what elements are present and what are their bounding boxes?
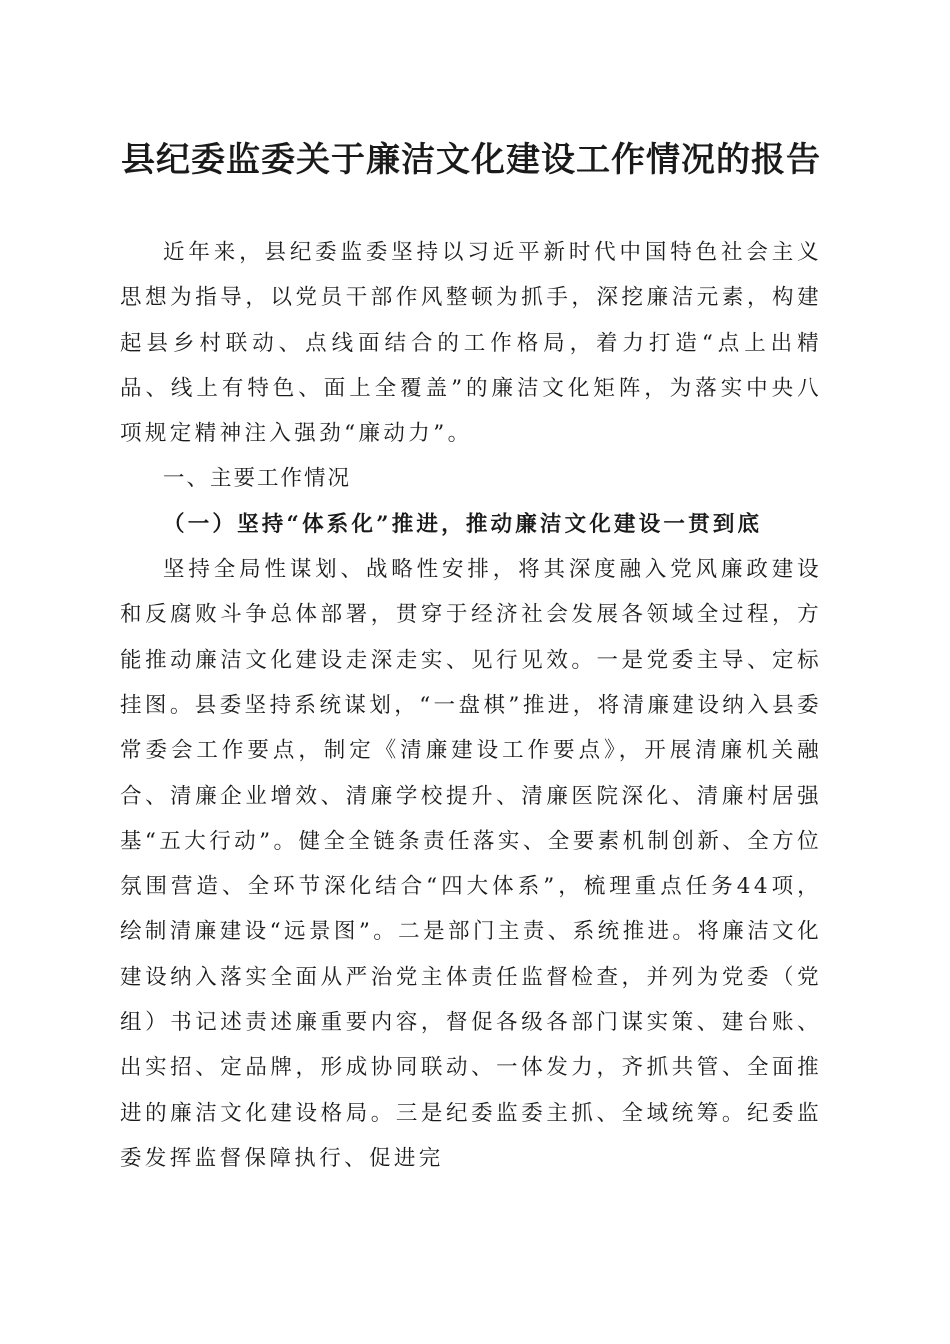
document-title: 县纪委监委关于廉洁文化建设工作情况的报告 [121, 140, 821, 180]
document-page [120, 130, 822, 1181]
section-heading-main-work: 一、主要工作情况 [163, 466, 352, 492]
subsection-body-paragraph: 坚持全局性谋划、战略性安排，将其深度融入党风廉政建设和反腐败斗争总体部署，贯穿于经济社会发展各领域全过程，方能推动廉洁文化建设走深走实、见行见效。一是党委主导、定标挂图。县委坚持系统谋划，“一盘棋”推进，将清廉建设纳入县委常委会工作要点，制定《清廉建设工作要点》，开展清廉机关融合、清廉企业增效、清廉学校提升、清廉医院深化、清廉村居强基“五大行动”。健全全链条责任落实、全要素机制创新、全方位氛围营造、全环节深化结合“四大体系”，梳理重点任务44项，绘制清廉建设“远景图”。二是部门主责、系统推进。将廉洁文化建设纳入落实全面从严治党主体责任监督检查，并列为党委（党组）书记述责述廉重要内容，督促各级各部门谋实策、建台账、出实招、定品牌，形成协同联动、一体发力，齐抓共管、全面推进的廉洁文化建设格局。三是纪委监委主抓、全域统筹。纪委监委发挥监督保障执行、促进完 [120, 557, 822, 1171]
intro-paragraph: 近年来，县纪委监委坚持以习近平新时代中国特色社会主义思想为指导，以党员干部作风整顿为抓手，深挖廉洁元素，构建起县乡村联动、点线面结合的工作格局，着力打造“点上出精品、线上有特色、面上全覆盖”的廉洁文化矩阵，为落实中央八项规定精神注入强劲“廉动力”。 [120, 240, 822, 447]
subsection-heading-systematic: （一）坚持“体系化”推进，推动廉洁文化建设一贯到底 [163, 511, 763, 537]
